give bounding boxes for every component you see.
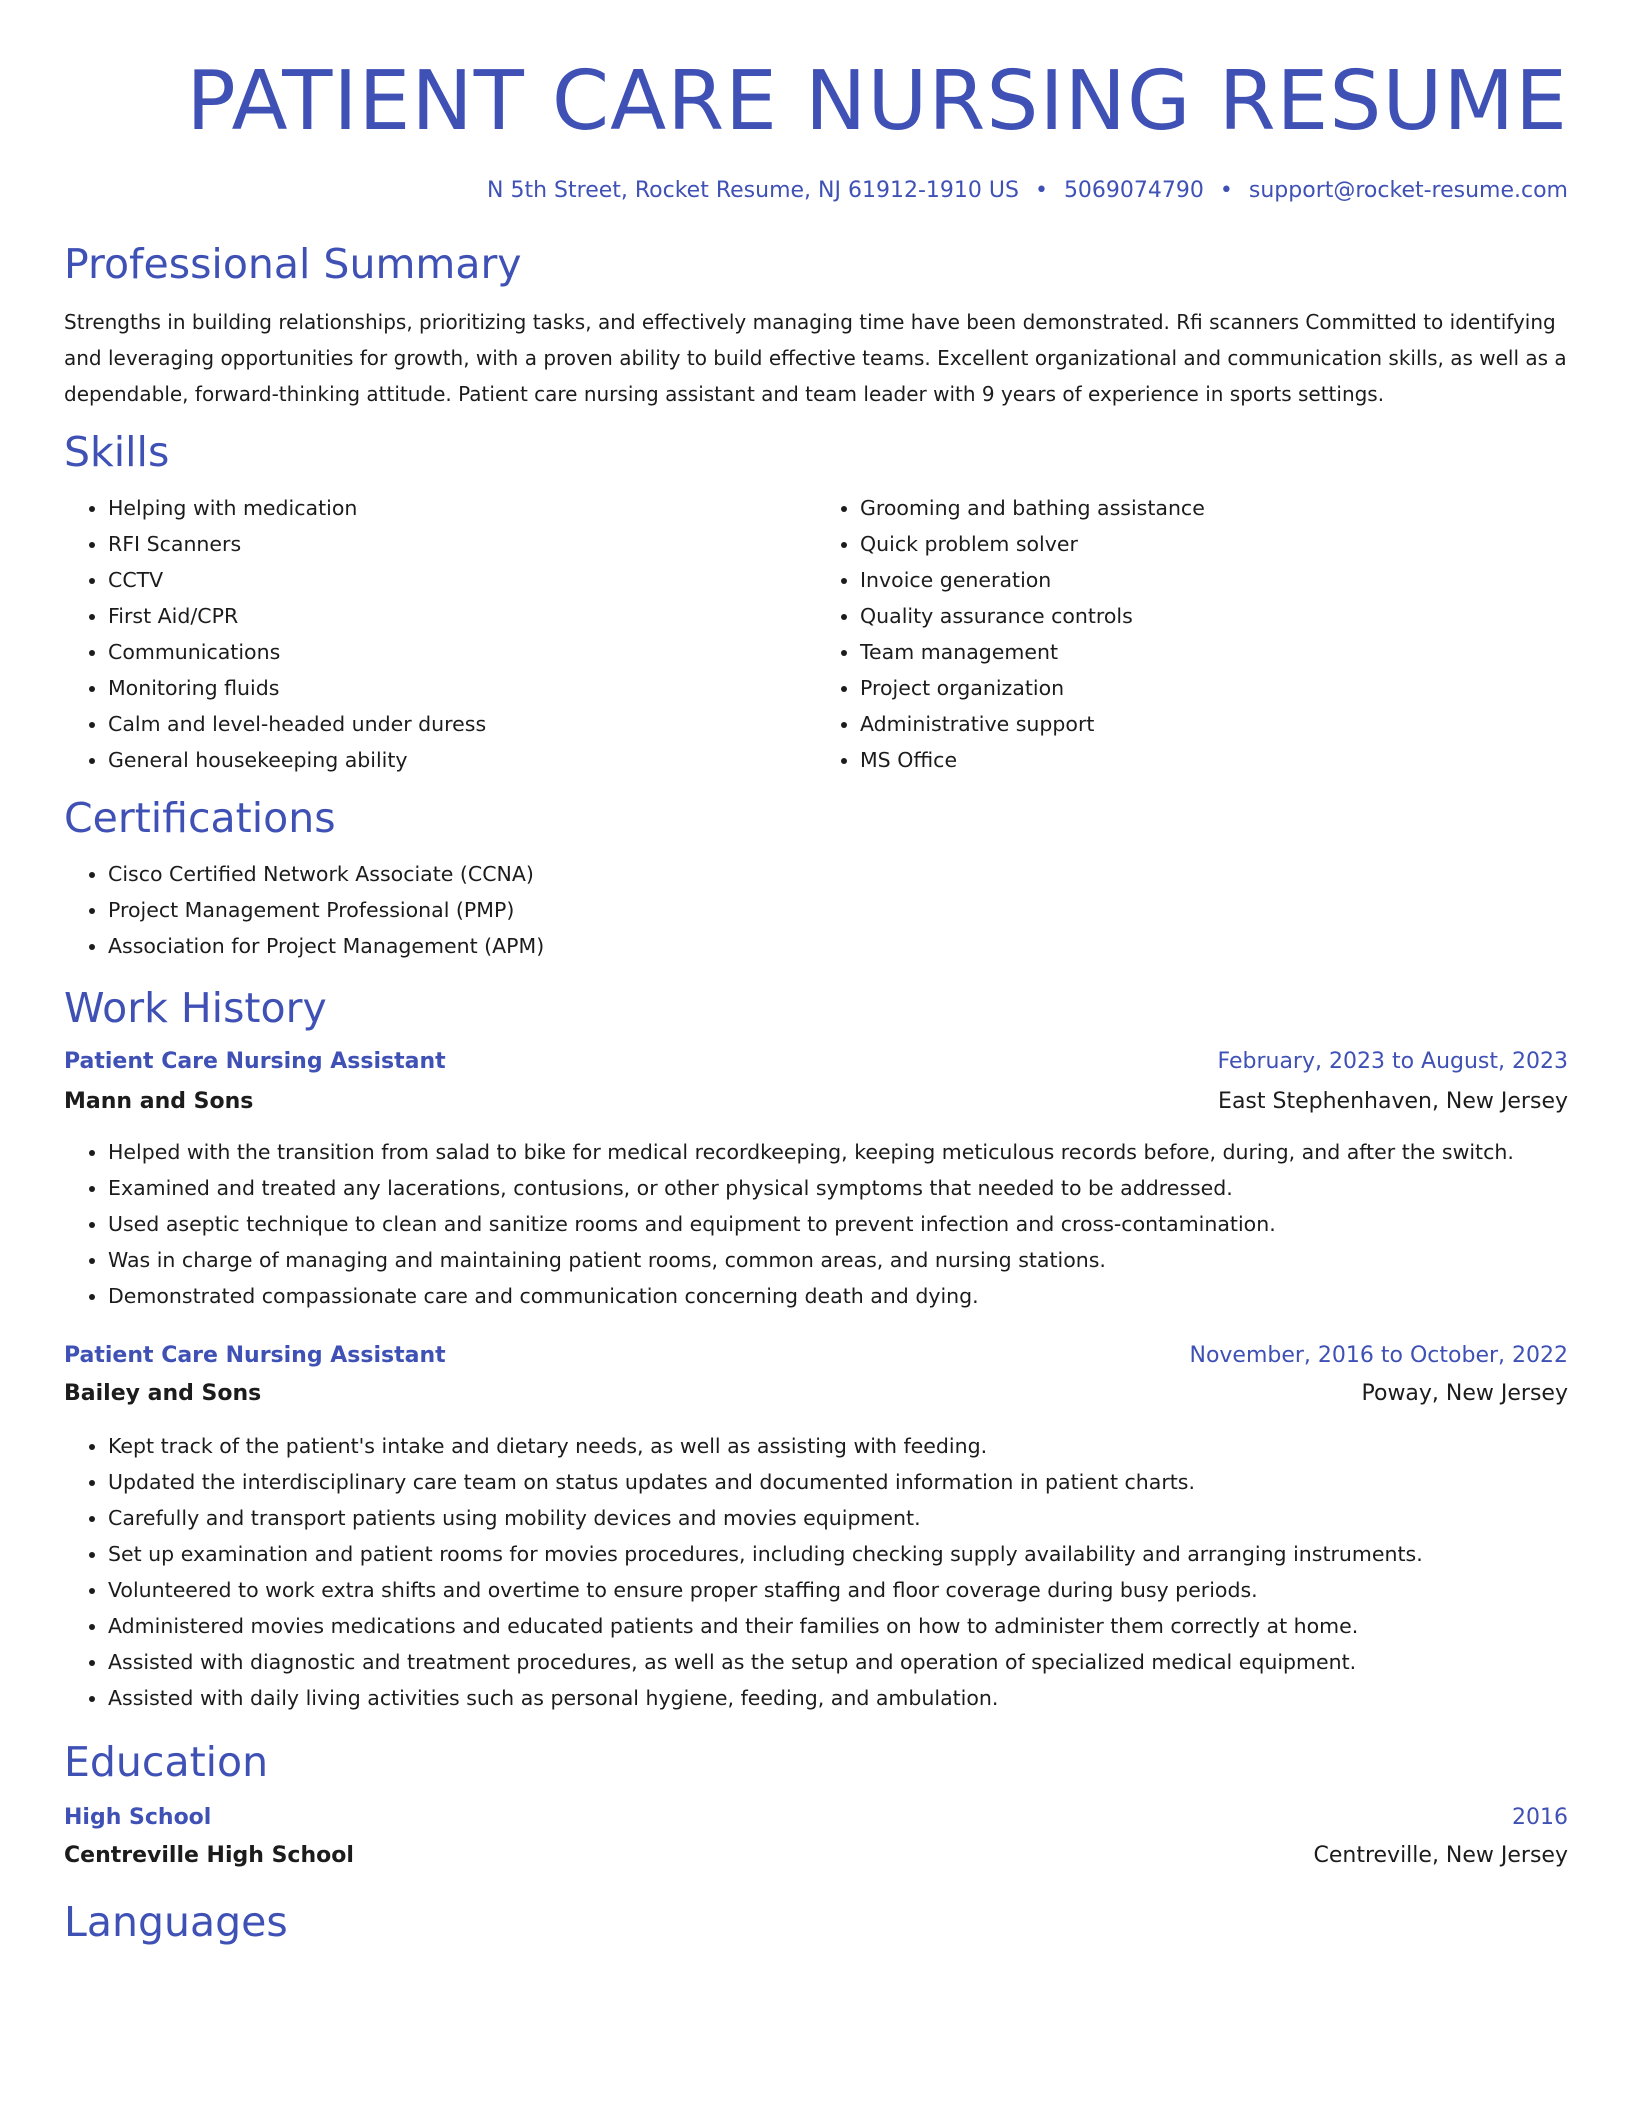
certification-item: • Project Management Professional (PMP) <box>108 892 1568 928</box>
skill-item: • Helping with medication <box>108 490 816 526</box>
job-bullet: • Set up examination and patient rooms for movies procedures, including checking supply availability and arranging instruments. <box>108 1536 1568 1572</box>
contact-line <box>64 176 1568 206</box>
skill-item: • Grooming and bathing assistance <box>860 490 1568 526</box>
job-role: Patient Care Nursing Assistant <box>64 1049 446 1074</box>
skill-item: • CCTV <box>108 562 816 598</box>
job-dates: February, 2023 to August, 2023 <box>1217 1049 1568 1074</box>
skills-column-right <box>816 490 1568 778</box>
summary-heading: Professional Summary <box>64 240 522 288</box>
education-subheader <box>64 1838 1568 1874</box>
summary-text: Strengths in building relationships, prioritizing tasks, and effectively managing time have been demonstrated. Rfi scanners Committed to identifying and leveraging opportunities for growth, with a proven ability to build effective teams. Excellent organizational and communication skills, as well as a dependable, forward-thinking attitude. Patient care nursing assistant and team leader with 9 years of experience in sports settings. <box>64 310 1567 406</box>
job-bullet: • Assisted with diagnostic and treatment procedures, as well as the setup and operation of specialized medical equipment. <box>108 1644 1568 1680</box>
job-bullet: • Administered movies medications and educated patients and their families on how to administer them correctly at home. <box>108 1608 1568 1644</box>
job-bullet: • Used aseptic technique to clean and sanitize rooms and equipment to prevent infection and cross-contamination. <box>108 1206 1568 1242</box>
contact-email: support@rocket-resume.com <box>1248 178 1568 203</box>
education-degree: High School <box>64 1805 212 1830</box>
job-role: Patient Care Nursing Assistant <box>64 1343 446 1368</box>
certification-item: • Association for Project Management (APM) <box>108 928 1568 964</box>
skill-item: • Quality assurance controls <box>860 598 1568 634</box>
job-bullets <box>64 1428 1568 1716</box>
job-entry <box>64 1044 1568 1314</box>
education-school: Centreville High School <box>64 1843 354 1868</box>
skill-item: • RFI Scanners <box>108 526 816 562</box>
job-bullet: • Volunteered to work extra shifts and overtime to ensure proper staffing and floor coverage during busy periods. <box>108 1572 1568 1608</box>
job-bullets <box>64 1134 1568 1314</box>
contact-address: N 5th Street, Rocket Resume, NJ 61912-1910 US <box>487 178 1019 203</box>
job-subheader <box>64 1084 1568 1120</box>
education-year: 2016 <box>1512 1805 1568 1830</box>
skill-item: • Project organization <box>860 670 1568 706</box>
certification-item: • Cisco Certified Network Associate (CCNA) <box>108 856 1568 892</box>
page-title: PATIENT CARE NURSING RESUME <box>186 54 1568 149</box>
contact-phone: 5069074790 <box>1063 178 1204 203</box>
job-dates: November, 2016 to October, 2022 <box>1189 1343 1568 1368</box>
job-bullet: • Carefully and transport patients using mobility devices and movies equipment. <box>108 1500 1568 1536</box>
certifications-heading: Certifications <box>64 794 336 842</box>
skill-item: • General housekeeping ability <box>108 742 816 778</box>
skills-list <box>64 490 1568 778</box>
skill-item: • Monitoring fluids <box>108 670 816 706</box>
job-bullet: • Was in charge of managing and maintaining patient rooms, common areas, and nursing stations. <box>108 1242 1568 1278</box>
languages-heading: Languages <box>64 1898 288 1946</box>
job-bullet: • Kept track of the patient's intake and dietary needs, as well as assisting with feeding. <box>108 1428 1568 1464</box>
skill-item: • Calm and level-headed under duress <box>108 706 816 742</box>
contact-separator: • <box>1219 178 1233 203</box>
contact-separator: • <box>1034 178 1048 203</box>
job-bullet: • Demonstrated compassionate care and communication concerning death and dying. <box>108 1278 1568 1314</box>
skills-column-left <box>64 490 816 778</box>
job-subheader <box>64 1376 1568 1412</box>
job-location: Poway, New Jersey <box>1361 1381 1568 1406</box>
skill-item: • Team management <box>860 634 1568 670</box>
skill-item: • MS Office <box>860 742 1568 778</box>
job-bullet: • Updated the interdisciplinary care team on status updates and documented information in patient charts. <box>108 1464 1568 1500</box>
skill-item: • First Aid/CPR <box>108 598 816 634</box>
skill-item: • Invoice generation <box>860 562 1568 598</box>
job-location: East Stephenhaven, New Jersey <box>1218 1089 1568 1114</box>
skill-item: • Communications <box>108 634 816 670</box>
job-company: Bailey and Sons <box>64 1381 262 1406</box>
job-bullet: • Examined and treated any lacerations, contusions, or other physical symptoms that needed to be addressed. <box>108 1170 1568 1206</box>
certifications-list <box>64 856 1568 964</box>
skill-item: • Quick problem solver <box>860 526 1568 562</box>
job-header <box>64 1338 1568 1374</box>
education-heading: Education <box>64 1738 269 1786</box>
job-company: Mann and Sons <box>64 1089 254 1114</box>
job-header <box>64 1044 1568 1080</box>
job-bullet: • Assisted with daily living activities such as personal hygiene, feeding, and ambulation. <box>108 1680 1568 1716</box>
education-location: Centreville, New Jersey <box>1313 1843 1568 1868</box>
job-bullet: • Helped with the transition from salad to bike for medical recordkeeping, keeping meticulous records before, during, and after the switch. <box>108 1134 1568 1170</box>
education-entry <box>64 1800 1568 1874</box>
job-entry <box>64 1338 1568 1716</box>
education-header <box>64 1800 1568 1836</box>
work-history-heading: Work History <box>64 984 327 1032</box>
skills-heading: Skills <box>64 428 170 476</box>
skill-item: • Administrative support <box>860 706 1568 742</box>
